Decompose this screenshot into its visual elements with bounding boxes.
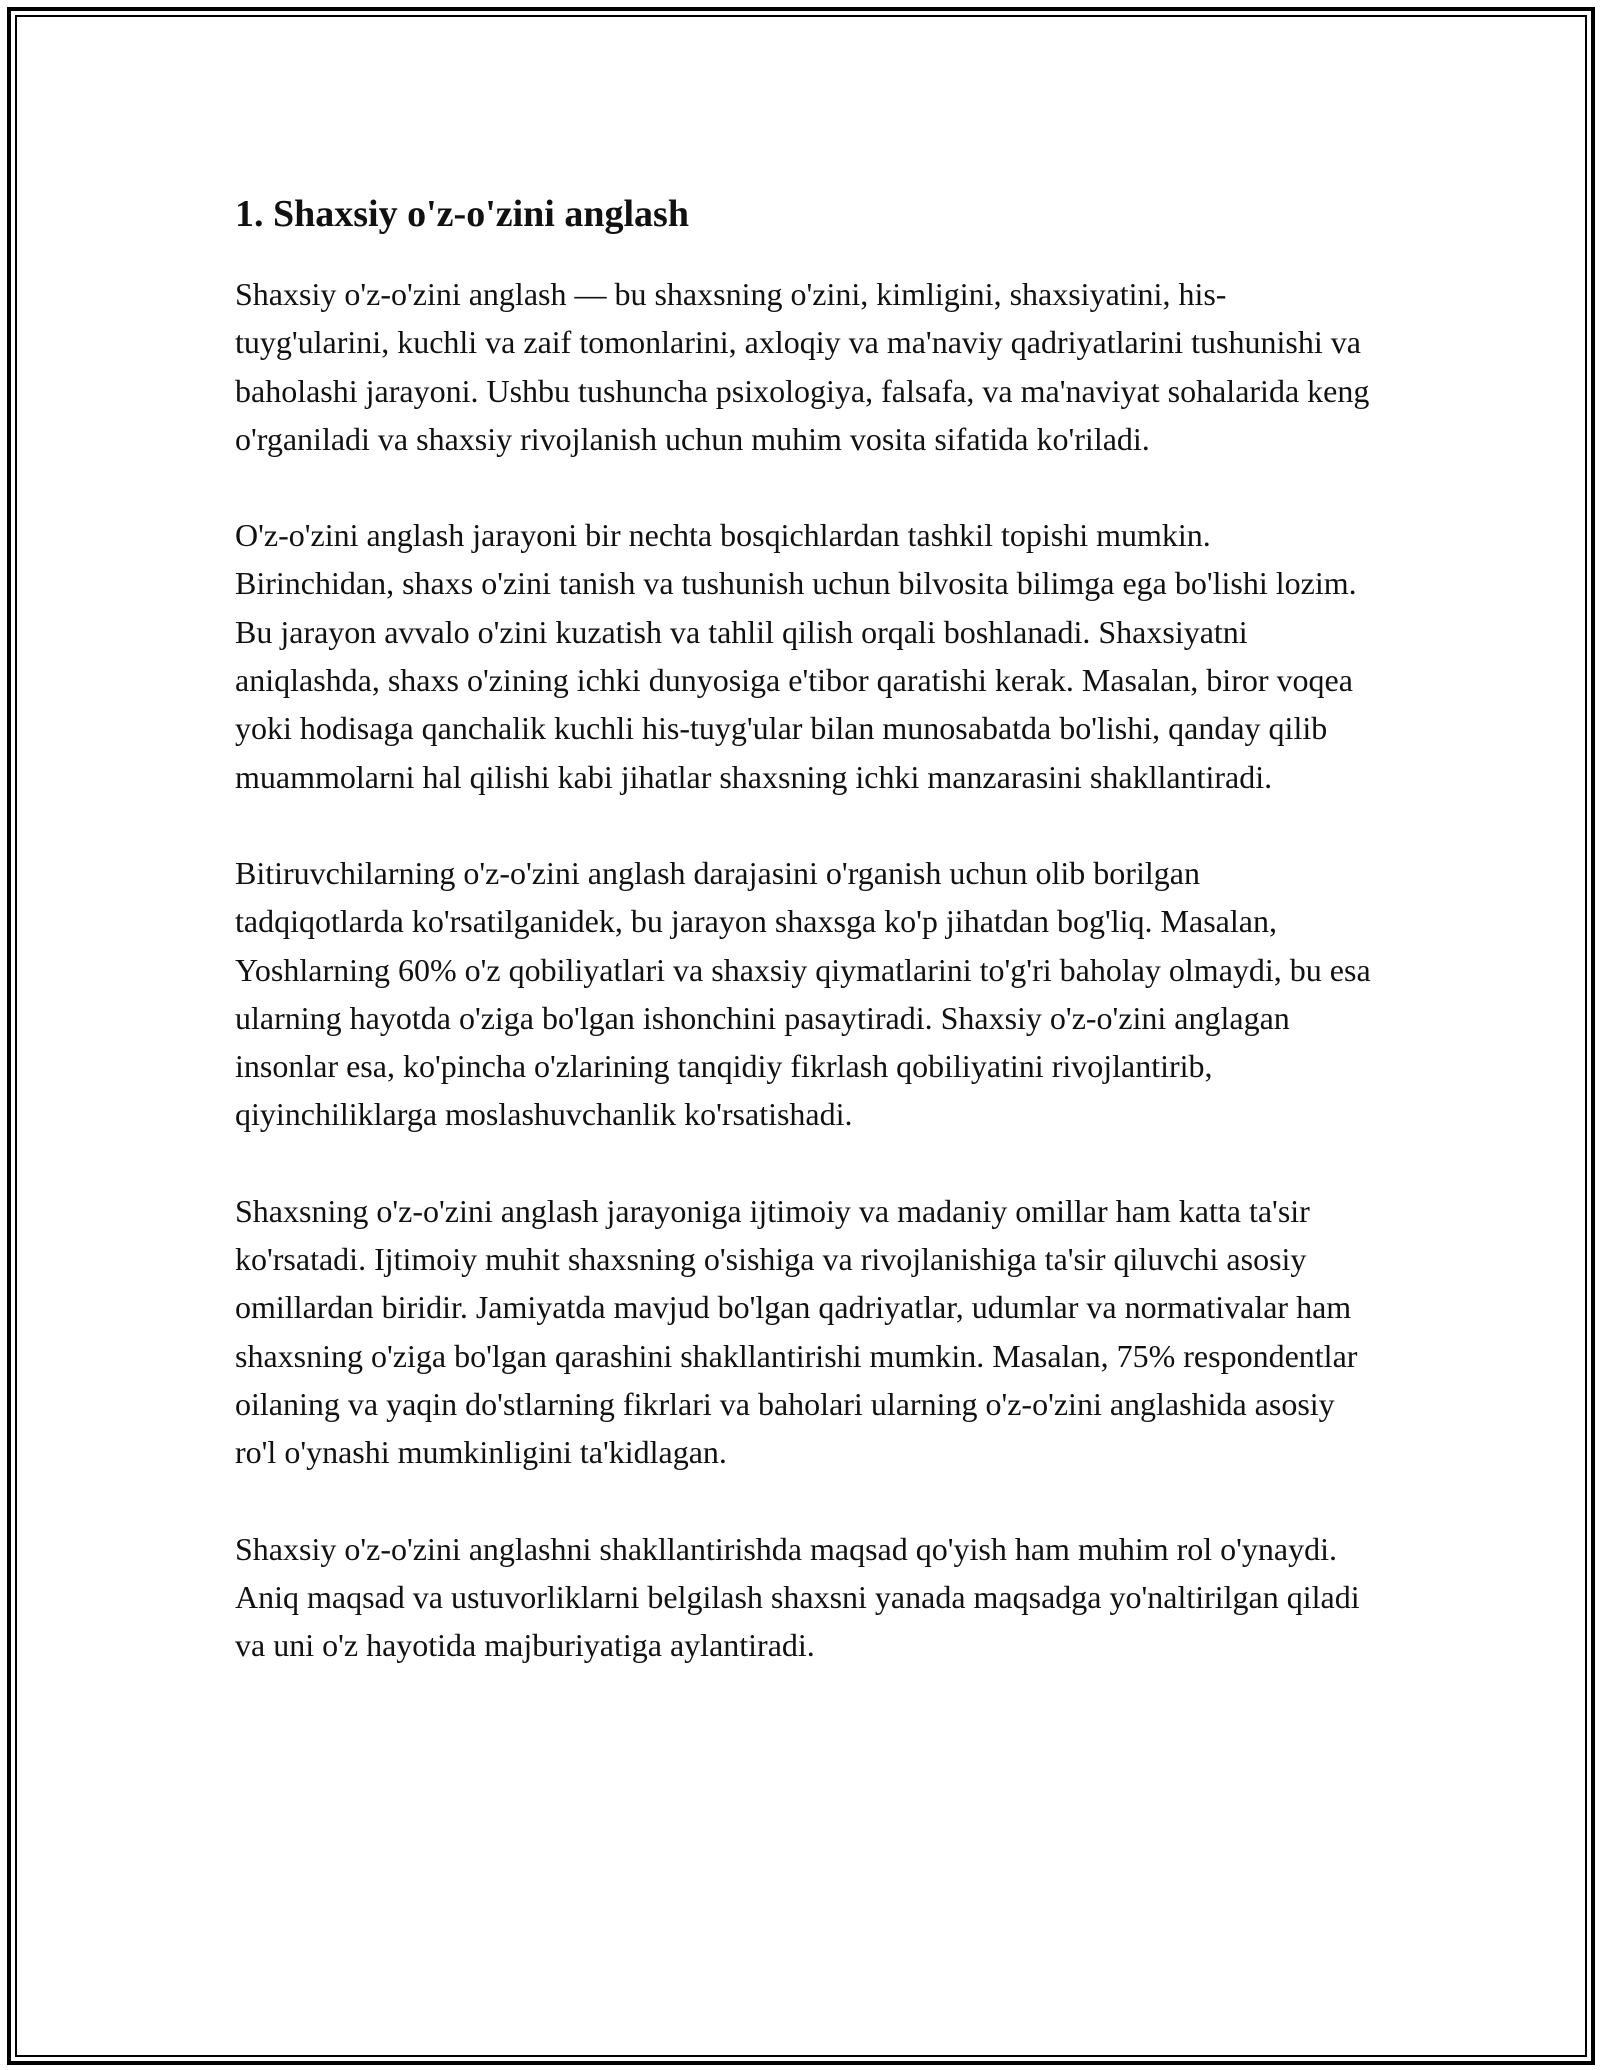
paragraph-5: Shaxsiy o'z-o'zini anglashni shakllantirishda maqsad qo'yish ham muhim rol o'ynaydi. Aniq maqsad va ustuvorliklarni belgilash shaxsni yanada maqsadga yo'naltirilgan qiladi va uni o'z hayotida majburiyatiga aylantiradi. <box>235 1530 1360 1664</box>
paragraph-2: O'z-o'zini anglash jarayoni bir nechta bosqichlardan tashkil topishi mumkin. Birinchidan, shaxs o'zini tanish va tushunish uchun bilvosita bilimga ega bo'lishi lozim. Bu jarayon avvalo o'zini kuzatish va tahlil qilish orqali boshlanadi. Shaxsiyatni aniqlashda, shaxs o'zining ichki dunyosiga e'tibor qaratishi kerak. Masalan, biror voqea yoki hodisaga qanchalik kuchli his-tuyg'ular bilan munosabatda bo'lishi, qanday qilib muammolarni hal qilishi kabi jihatlar shaxsning ichki manzarasini shakllantiradi. <box>235 517 1357 795</box>
section-heading: 1. Shaxsiy o'z-o'zini anglash <box>235 193 689 235</box>
paragraph-1: Shaxsiy o'z-o'zini anglash — bu shaxsning o'zini, kimligini, shaxsiyatini, his-tuyg'ularini, kuchli va zaif tomonlarini, axloqiy va ma'naviy qadriyatlarini tushunishi va baholashi jarayoni. Ushbu tushuncha psixologiya, falsafa, va ma'naviyat sohalarida keng o'rganiladi va shaxsiy rivojlanish uchun muhim vosita sifatida ko'riladi. <box>235 276 1370 457</box>
document-body <box>235 186 1375 1717</box>
paragraph-4: Shaxsning o'z-o'zini anglash jarayoniga ijtimoiy va madaniy omillar ham katta ta'sir ko'rsatadi. Ijtimoiy muhit shaxsning o'sishiga va rivojlanishiga ta'sir qiluvchi asosiy omillardan biridir. Jamiyatda mavjud bo'lgan qadriyatlar, udumlar va normativalar ham shaxsning o'ziga bo'lgan qarashini shakllantirishi mumkin. Masalan, 75% respondentlar oilaning va yaqin do'stlarning fikrlari va baholari ularning o'z-o'zini anglashida asosiy ro'l o'ynashi mumkinligini ta'kidlagan. <box>235 1192 1358 1471</box>
paragraph-3: Bitiruvchilarning o'z-o'zini anglash darajasini o'rganish uchun olib borilgan tadqiqotlarda ko'rsatilganidek, bu jarayon shaxsga ko'p jihatdan bog'liq. Masalan, Yoshlarning 60% o'z qobiliyatlari va shaxsiy qiymatlarini to'g'ri baholay olmaydi, bu esa ularning hayotda o'ziga bo'lgan ishonchini pasaytiradi. Shaxsiy o'z-o'zini anglagan insonlar esa, ko'pincha o'zlarining tanqidiy fikrlash qobiliyatini rivojlantirib, qiyinchiliklarga moslashuvchanlik ko'rsatishadi. <box>235 854 1371 1133</box>
